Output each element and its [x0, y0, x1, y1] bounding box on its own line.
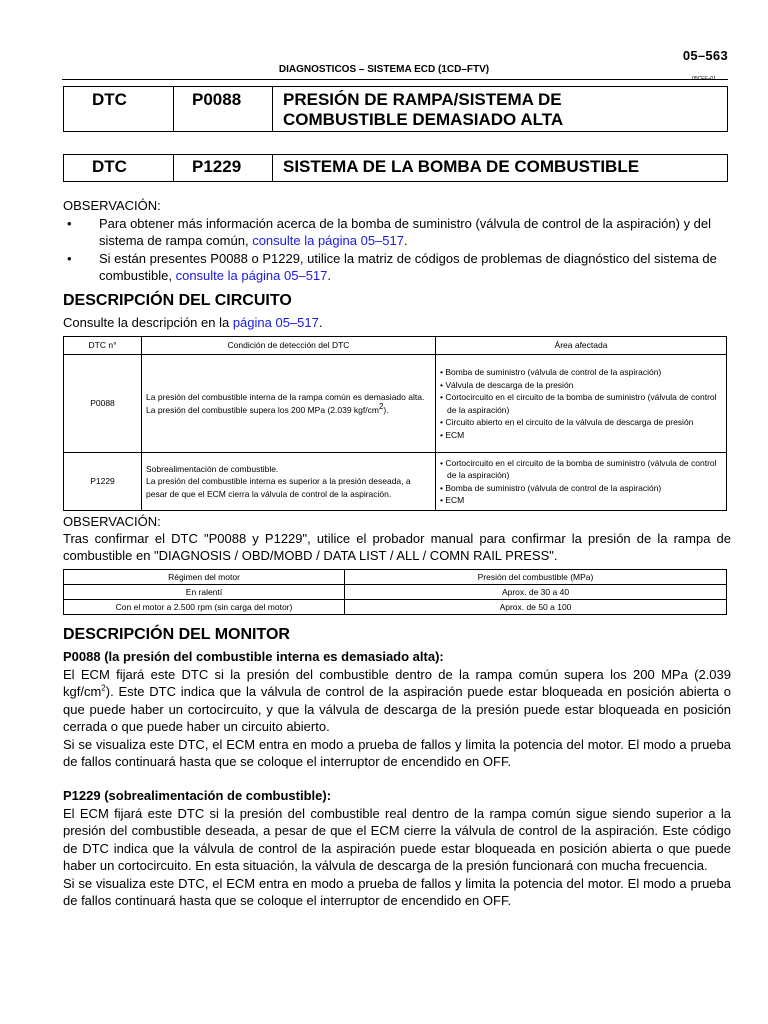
dtc-table: [63, 336, 727, 511]
pressure-table: [63, 569, 727, 615]
dtc-box-p0088: [63, 86, 728, 132]
condition-cell: [142, 453, 436, 511]
page-link[interactable]: consulte la página 05–517: [252, 233, 404, 248]
dtc-box-p1229: [63, 154, 728, 182]
dtc-title-line2: COMBUSTIBLE DEMASIADO ALTA: [283, 110, 564, 129]
dtc-title: [273, 87, 727, 131]
area-item: • ECM: [440, 429, 465, 440]
circuit-heading: DESCRIPCIÓN DEL CIRCUITO: [63, 292, 292, 309]
bullet-marker: •: [67, 251, 72, 266]
dtc-title-line1: PRESIÓN DE RAMPA/SISTEMA DE: [283, 90, 562, 109]
p0088-description: [63, 666, 731, 770]
table-row: [64, 355, 727, 453]
p1229-failsafe-text: Si se visualiza este DTC, el ECM entra en modo a prueba de fallos y limita la potencia del motor. El modo a prueba de fallos continuará hasta que se coloque el interruptor de encendido en OFF.: [63, 875, 731, 909]
table-row: [64, 600, 727, 615]
area-item: • Bomba de suministro (válvula de control de la aspiración): [440, 482, 662, 493]
bullet-text: Para obtener más información acerca de la bomba de suministro (válvula de control de la aspiración) y del sistema de rampa común,: [99, 216, 712, 248]
area-item: • Cortocircuito en el circuito de la bomba de suministro (válvula de control de la aspiración): [440, 392, 717, 415]
area-item: • Cortocircuito en el circuito de la bomba de suministro (válvula de control de la aspiración): [440, 457, 717, 480]
area-cell: [436, 355, 727, 453]
dtc-label: DTC: [64, 155, 174, 181]
table-cell: Aprox. de 30 a 40: [345, 585, 727, 600]
p0088-failsafe-text: Si se visualiza este DTC, el ECM entra en modo a prueba de fallos y limita la potencia del motor. El modo a prueba de fallos continuará hasta que se coloque el interruptor de encendido en OFF.: [63, 736, 731, 770]
table-header: Condición de detección del DTC: [142, 337, 436, 355]
observation-bullet-1: [63, 215, 727, 249]
p1229-description: [63, 805, 731, 909]
observation-heading: OBSERVACIÓN:: [63, 198, 161, 213]
table-header: DTC n°: [64, 337, 142, 355]
area-item: • Válvula de descarga de la presión: [440, 379, 574, 390]
observation-text: Tras confirmar el DTC "P0088 y P1229", utilice el probador manual para confirmar la presión de la rampa de combustible en "DIAGNOSIS / OBD/MOBD / DATA LIST / ALL / COMN RAIL PRESS".: [63, 531, 731, 564]
table-row: [64, 453, 727, 511]
table-header: Presión del combustible (MPa): [345, 570, 727, 585]
circuit-text: [63, 314, 322, 331]
page-number: 05–563: [682, 48, 728, 63]
doc-code: 05CFE–01: [692, 76, 716, 82]
table-cell: Aprox. de 50 a 100: [345, 600, 727, 615]
dtc-code: P0088: [174, 87, 273, 131]
superscript: 2: [101, 684, 106, 694]
header-rule: [62, 79, 728, 80]
table-cell: Con el motor a 2.500 rpm (sin carga del motor): [64, 600, 345, 615]
p0088-heading: P0088 (la presión del combustible interna es demasiado alta):: [63, 649, 444, 664]
circuit-text-body: Consulte la descripción en la: [63, 315, 233, 330]
monitor-heading: DESCRIPCIÓN DEL MONITOR: [63, 626, 290, 643]
period: .: [327, 268, 332, 283]
p0088-text: El ECM fijará este DTC si la presión del combustible dentro de la rampa común supera los 200 MPa (2.039 kgf/cm: [63, 667, 731, 700]
condition-line: Sobrealimentación de combustible.: [146, 463, 279, 474]
table-header: Régimen del motor: [64, 570, 345, 585]
page-link[interactable]: consulte la página 05–517: [175, 268, 328, 283]
superscript: 2: [378, 401, 384, 411]
area-item: • Bomba de suministro (válvula de control de la aspiración): [440, 367, 662, 377]
dtc-label: DTC: [64, 87, 174, 131]
condition-text: ).: [383, 404, 389, 415]
dtc-code-cell: P1229: [64, 453, 142, 511]
condition-line: La presión del combustible interna de la rampa común es demasiado alta.: [146, 392, 425, 402]
p0088-text: ). Este DTC indica que la válvula de control de la aspiración puede estar bloqueada en posición abierta o que puede haber un cortocircuito, y que la válvula de descarga de la presión puede estar bloqueada en posición cerrada o que puede haber un circuito abierto.: [63, 684, 731, 735]
table-header-row: [64, 570, 727, 585]
table-header-row: [64, 337, 727, 355]
table-cell: En ralentí: [64, 585, 345, 600]
p1229-text: El ECM fijará este DTC si la presión del combustible real dentro de la rampa común sigue siendo superior a la presión del combustible deseada, a pesar de que el ECM cierre la válvula de control de la aspiración. Este código de DTC indica que la válvula de control de la aspiración puede estar bloqueada en posición abierta o que puede haber un cortocircuito. En esta situación, la válvula de descarga de la presión funcionará con mucha frecuencia.: [63, 806, 731, 874]
period: .: [403, 233, 408, 248]
dtc-code-cell: P0088: [64, 355, 142, 453]
dtc-title: SISTEMA DE LA BOMBA DE COMBUSTIBLE: [283, 157, 640, 176]
bullet-marker: •: [67, 216, 72, 231]
table-row: [64, 585, 727, 600]
condition-line: [146, 401, 432, 417]
dtc-code: P1229: [174, 155, 273, 181]
page-link[interactable]: página 05–517: [232, 315, 319, 330]
table-header: Área afectada: [436, 337, 727, 355]
period: .: [318, 315, 323, 330]
p1229-heading: P1229 (sobrealimentación de combustible):: [63, 788, 332, 803]
observation-bullet-2: [63, 250, 727, 284]
area-cell: [436, 453, 727, 511]
bullet-text: Si están presentes P0088 o P1229, utilice la matriz de códigos de problemas de diagnóstico del sistema de combustible,: [99, 251, 717, 283]
area-item: • ECM: [440, 495, 465, 505]
observation-heading: OBSERVACIÓN:: [63, 514, 161, 529]
area-item: • Circuito abierto en el circuito de la válvula de descarga de presión: [440, 417, 694, 427]
condition-text: La presión del combustible supera los 200 MPa (2.039 kgf/cm: [146, 404, 379, 415]
section-header: DIAGNOSTICOS – SISTEMA ECD (1CD–FTV): [278, 64, 490, 75]
condition-line: La presión del combustible interna es superior a la presión deseada, a pesar de que el ECM cierra la válvula de control de la aspiración.: [146, 476, 411, 499]
condition-cell: [142, 355, 436, 453]
